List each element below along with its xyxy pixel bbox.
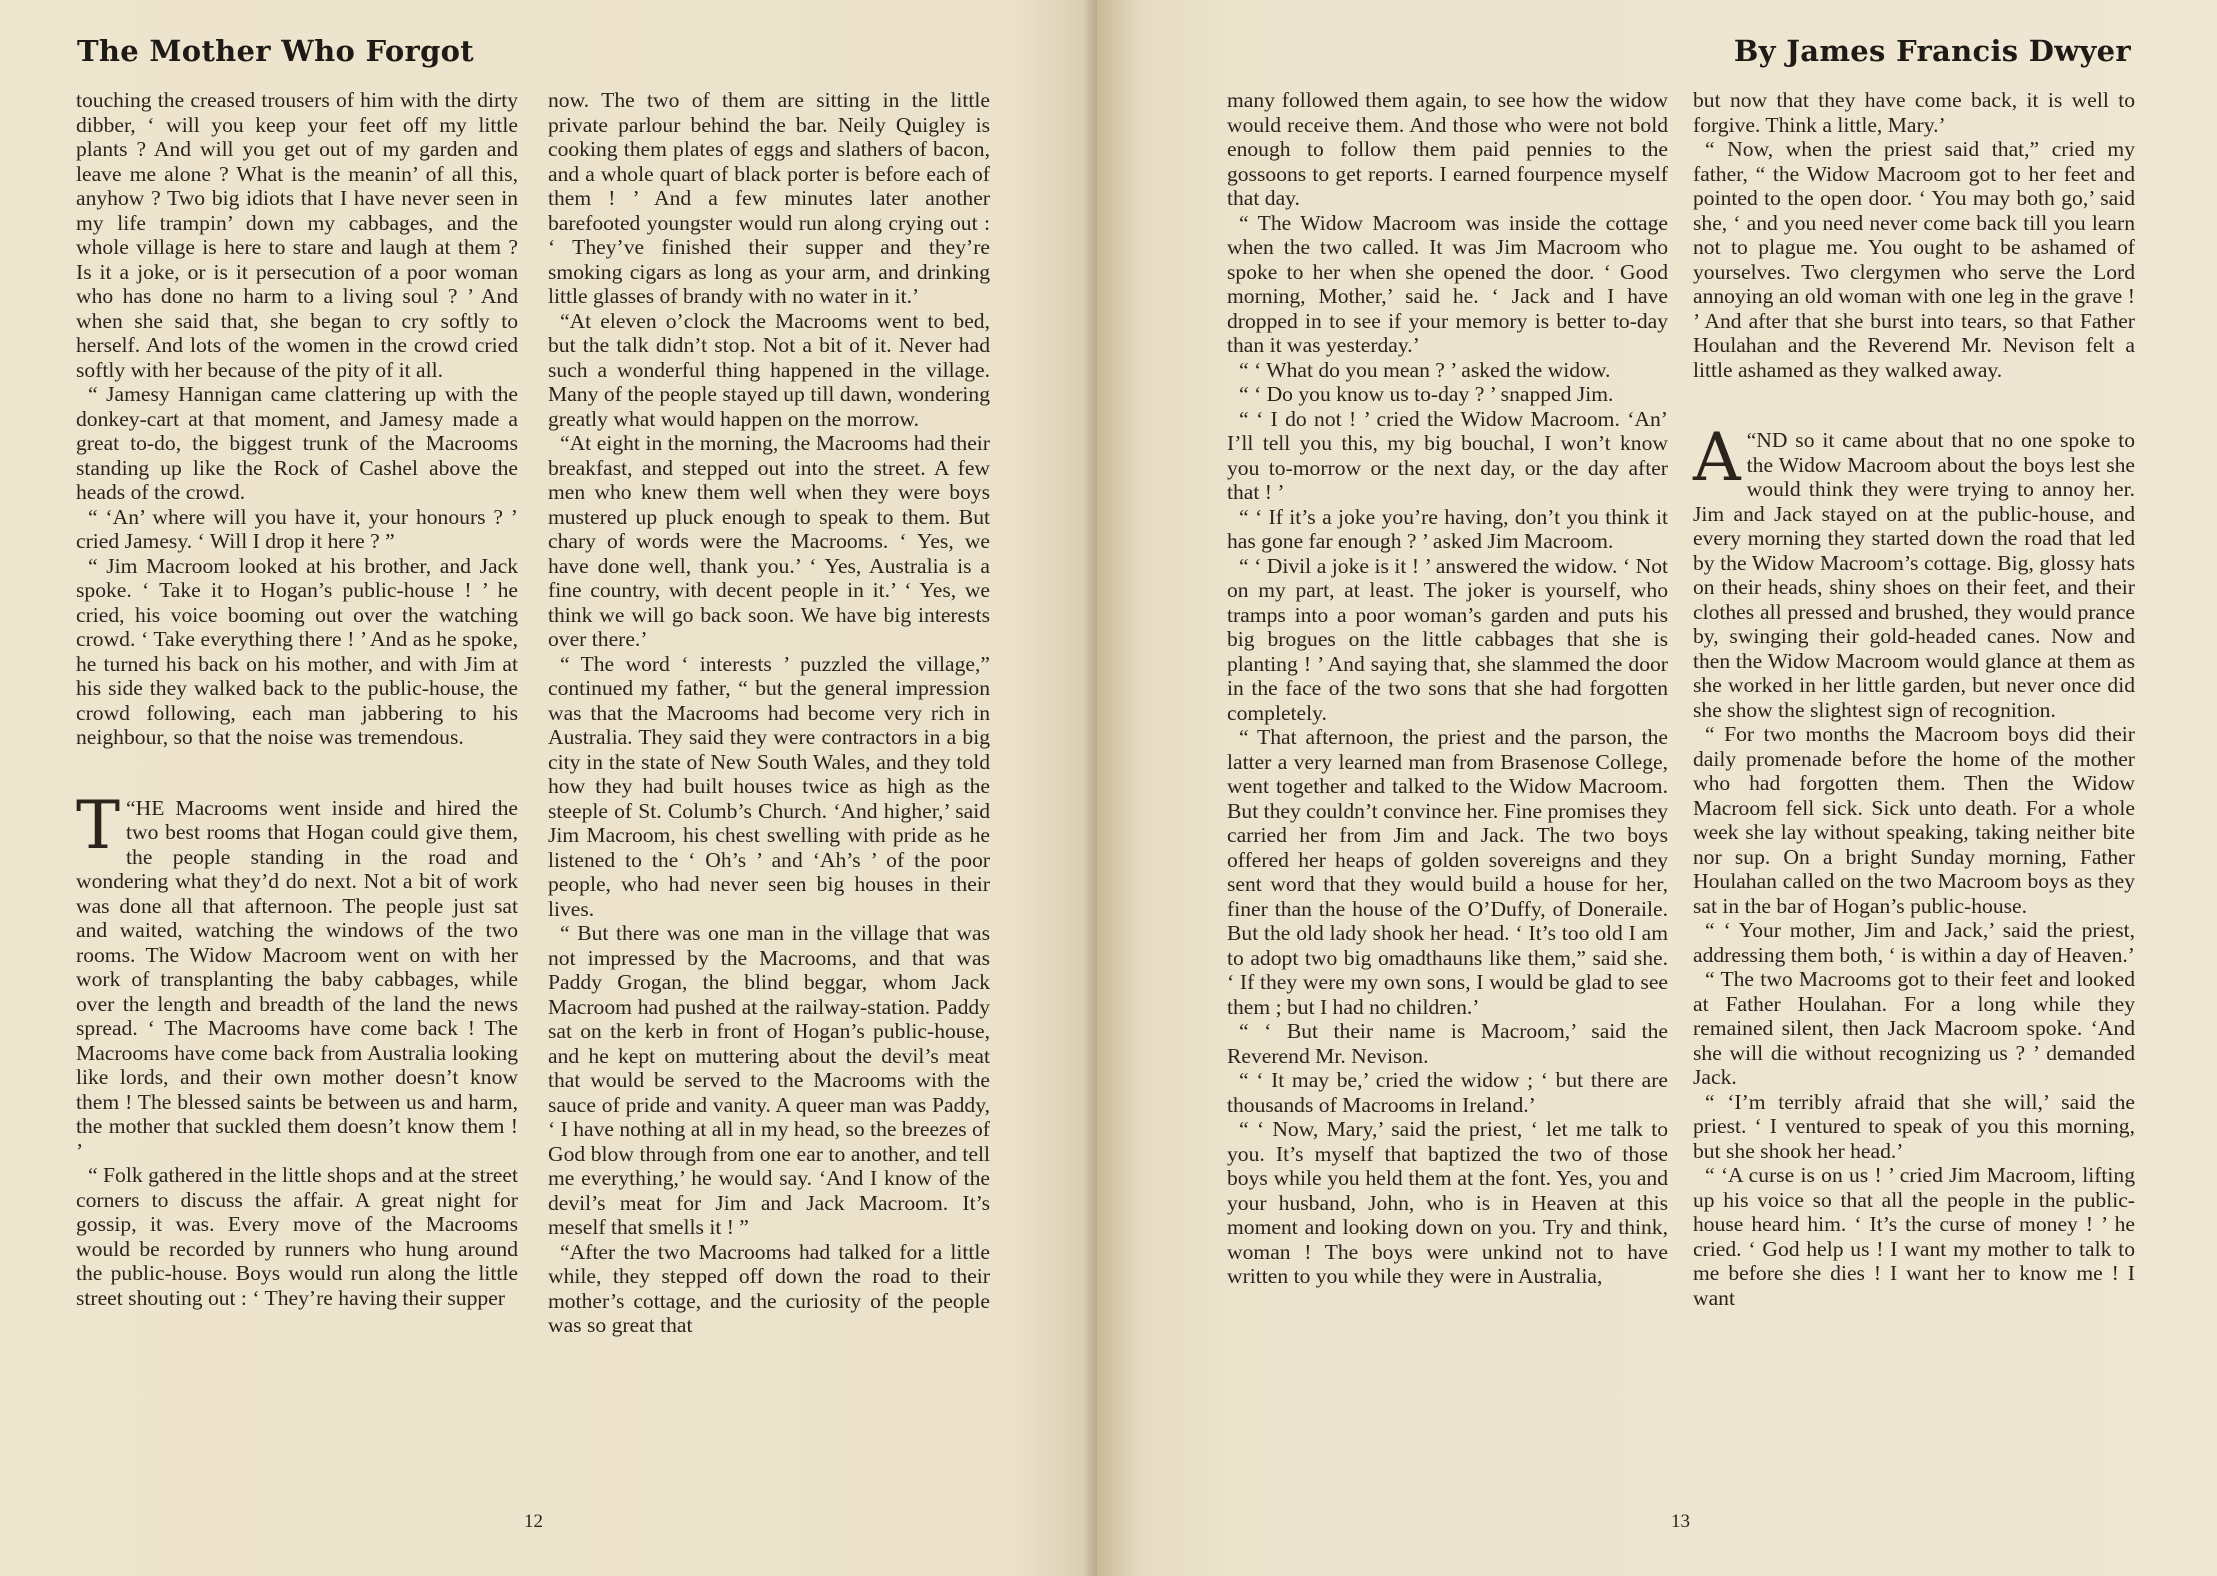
paragraph: “ Jamesy Hannigan came clattering up with the donkey-cart at that moment, and Jamesy made a great to-do, the biggest trunk of the Macrooms standing up like the Rock of Cashel above the heads of the crowd. bbox=[76, 382, 518, 504]
paragraph: “ ‘ But their name is Macroom,’ said the Reverend Mr. Nevison. bbox=[1227, 1019, 1668, 1068]
paragraph: “ Folk gathered in the little shops and at the street corners to discuss the affair. A great night for gossip, it was. Every move of the Macrooms would be recorded by runners who hung around the public-house. Boys would run along the little street shouting out : ‘ They’re having their supper bbox=[76, 1163, 518, 1310]
section-break bbox=[76, 750, 518, 796]
section-text: ND so it came about that no one spoke to the Widow Macroom about the boys lest she would think they were trying to annoy her. Jim and Jack stayed on at the public-house, and every morning they started down the road that led by the Widow Macroom’s cottage. Big, glossy hats on their heads, shiny shoes on their feet, and their clothes all pressed and brushed, they would prance by, swinging their gold-headed canes. Now and then the Widow Macroom would glance at them as she worked in her little garden, but never once did she show the slightest sign of recognition. bbox=[1693, 428, 2135, 722]
paragraph: now. The two of them are sitting in the little private parlour behind the bar. Neily Quigley is cooking them plates of eggs and slathers of bacon, and a whole quart of black porter is before each of them ! ’ And a few minutes later another barefooted youngster would run along crying out : ‘ They’ve finished their supper and they’re smoking cigars as long as your arm, and drinking little glasses of brandy with no water in it.’ bbox=[548, 88, 990, 308]
paragraph: “ ‘ I do not ! ’ cried the Widow Macroom. ‘An’ I’ll tell you this, my big bouchal, I won’t know you to-morrow or the next day, or the day after that ! ’ bbox=[1227, 406, 1668, 504]
page-number-left: 12 bbox=[524, 1511, 543, 1532]
paragraph: “ ‘A curse is on us ! ’ cried Jim Macroom, lifting up his voice so that all the people in the public-house heard him. ‘ It’s the curse of money ! ’ he cried. ‘ God help us ! I want my mother to talk to me before she dies ! I want her to know me ! I want bbox=[1693, 1163, 2135, 1310]
author-byline: By James Francis Dwyer bbox=[1733, 34, 2131, 68]
paragraph: “ ‘An’ where will you have it, your honours ? ’ cried Jamesy. ‘ Will I drop it here ? ” bbox=[76, 504, 518, 553]
drop-cap: A bbox=[1693, 419, 1741, 496]
opening-quote: “ bbox=[1746, 428, 1757, 452]
section-text: HE Macrooms went inside and hired the two best rooms that Hogan could give them, the people standing in the road and wondering what they’d do next. Not a bit of work was done all that afternoon. The people just sat and waited, watching the windows of the two rooms. The Widow Macroom went on with her work of transplanting the baby cabbages, while over the length and breadth of the land the news spread. ‘ The Macrooms have come back ! The Macrooms have come back from Australia looking like lords, and their own mother doesn’t know them ! The blessed saints be between us and harm, the mother that suckled them doesn’t know them ! ’ bbox=[76, 795, 518, 1163]
paragraph: “ ‘ It may be,’ cried the widow ; ‘ but there are thousands of Macrooms in Ireland.’ bbox=[1227, 1068, 1668, 1117]
paragraph: “ ‘ Divil a joke is it ! ’ answered the widow. ‘ Not on my part, at least. The joker is yourself, who tramps into a poor woman’s garden and puts his big brogues on the little cabbages that she is planting ! ’ And saying that, she slammed the door in the face of the two sons that she had forgotten completely. bbox=[1227, 553, 1668, 725]
paragraph: “ Jim Macroom looked at his brother, and Jack spoke. ‘ Take it to Hogan’s public-house ! ’ he cried, his voice booming out over the watching crowd. ‘ Take everything there ! ’ And as he spoke, he turned his back on his mother, and with Jim at his side they walked back to the public-house, the crowd following, each man jabbering to his neighbour, so that the noise was tremendous. bbox=[76, 553, 518, 749]
paragraph: “ ‘I’m terribly afraid that she will,’ said the priest. ‘ I ventured to speak of you this morning, but she shook her head.’ bbox=[1693, 1089, 2135, 1163]
paragraph: “ But there was one man in the village that was not impressed by the Macrooms, and that was Paddy Grogan, the blind beggar, whom Jack Macroom had pushed at the railway-station. Paddy sat on the kerb in front of Hogan’s public-house, and he kept on muttering about the devil’s meat that would be served to the Macrooms with the sauce of pride and vanity. A queer man was Paddy, ‘ I have nothing at all in my head, so the breezes of God blow through from one ear to another, and tell me everything,’ he would say. ‘And I know of the devil’s meat for Jim and Jack Macroom. It’s meself that smells it ! ” bbox=[548, 921, 990, 1239]
paragraph: “ That afternoon, the priest and the parson, the latter a very learned man from Brasenose College, went together and talked to the Widow Macroom. But they couldn’t convince her. Fine promises they carried her from Jim and Jack. The two boys offered her heaps of golden sovereigns and they sent word that they would build a house for her, finer than the house of the O’Duffy, of Doneraile. But the old lady shook her head. ‘ It’s too old I am to adopt two big omadthauns like them,” said she. ‘ If they were my own sons, I would be glad to see them ; but I had no children.’ bbox=[1227, 725, 1668, 1019]
section-opening-paragraph bbox=[1693, 419, 2135, 722]
paragraph: “ ‘ Now, Mary,’ said the priest, ‘ let me talk to you. It’s myself that baptized the two of those boys while you held them at the font. Yes, you and your husband, John, who is in Heaven at this moment and looking down on you. Try and think, woman ! The boys were unkind not to have written to you while they were in Australia, bbox=[1227, 1117, 1668, 1288]
column-1 bbox=[76, 88, 518, 1310]
column-3 bbox=[1227, 88, 1668, 1289]
paragraph: “ ‘ If it’s a joke you’re having, don’t you think it has gone far enough ? ’ asked Jim Macroom. bbox=[1227, 504, 1668, 553]
section-opening-paragraph bbox=[76, 786, 518, 1164]
drop-cap: T bbox=[76, 786, 121, 864]
opening-quote: “ bbox=[126, 795, 136, 820]
paragraph: touching the creased trousers of him with the dirty dibber, ‘ will you keep your feet off my little plants ? And will you get out of my garden and leave me alone ? What is the meanin’ of all this, anyhow ? Two big idiots that I have never seen in my life trampin’ down my cabbages, and the whole village is here to stare and laugh at them ? Is it a joke, or is it persecution of a poor woman who has done no harm to a living soul ? ’ And when she said that, she began to cry softly to herself. And lots of the women in the crowd cried softly with her because of the pity of it all. bbox=[76, 88, 518, 382]
column-2 bbox=[548, 88, 990, 1338]
column-4 bbox=[1693, 88, 2135, 1310]
paragraph: but now that they have come back, it is well to forgive. Think a little, Mary.’ bbox=[1693, 88, 2135, 137]
paragraph: “ Now, when the priest said that,” cried my father, “ the Widow Macroom got to her feet and pointed to the open door. ‘ You may both go,’ said she, ‘ and you need never come back till you learn not to plague me. You ought to be ashamed of yourselves. Two clergymen who serve the Lord annoying an old woman with one leg in the grave ! ’ And after that she burst into tears, so that Father Houlahan and the Reverend Mr. Nevison felt a little ashamed as they walked away. bbox=[1693, 137, 2135, 382]
paragraph: “ ‘ Do you know us to-day ? ’ snapped Jim. bbox=[1239, 382, 1614, 406]
page-number-right: 13 bbox=[1671, 1511, 1690, 1532]
paragraph: “ ‘ What do you mean ? ’ asked the widow. bbox=[1239, 357, 1611, 382]
section-break bbox=[1693, 382, 2135, 428]
paragraph: “ The Widow Macroom was inside the cottage when the two called. It was Jim Macroom who spoke to her when she opened the door. ‘ Good morning, Mother,’ said he. ‘ Jack and I have dropped in to see if your memory is better to-day than it was yesterday.’ bbox=[1227, 210, 1668, 357]
paragraph: “At eight in the morning, the Macrooms had their breakfast, and stepped out into the street. A few men who knew them well when they were boys mustered up pluck enough to speak to them. But chary of words were the Macrooms. ‘ Yes, we have done well, thank you.’ ‘ Yes, Australia is a fine country, with decent people in it.’ ‘ Yes, we think we will go back soon. We have big interests over there.’ bbox=[548, 431, 990, 651]
paragraph: “ The two Macrooms got to their feet and looked at Father Houlahan. For a long while they remained silent, then Jack Macroom spoke. ‘And she will die without recognizing us ? ’ demanded Jack. bbox=[1693, 967, 2135, 1089]
paragraph: “ The word ‘ interests ’ puzzled the village,” continued my father, “ but the general impression was that the Macrooms had become very rich in Australia. They said they were contractors in a big city in the state of New South Wales, and they told how they had built houses twice as high as the steeple of St. Columb’s Church. ‘And higher,’ said Jim Macroom, his chest swelling with pride as he listened to the ‘ Oh’s ’ and ‘Ah’s ’ of the poor people, who had never seen big houses in their lives. bbox=[548, 651, 990, 921]
paragraph: “ ‘ Your mother, Jim and Jack,’ said the priest, addressing them both, ‘ is within a day of Heaven.’ bbox=[1693, 918, 2135, 967]
paragraph: “At eleven o’clock the Macrooms went to bed, but the talk didn’t stop. Not a bit of it. Never had such a wonderful thing happened in the village. Many of the people stayed up till dawn, wondering greatly what would happen on the morrow. bbox=[548, 308, 990, 431]
paragraph: “After the two Macrooms had talked for a little while, they stepped off down the road to their mother’s cottage, and the curiosity of the people was so great that bbox=[548, 1239, 990, 1337]
left-page bbox=[0, 0, 1097, 1576]
paragraph: many followed them again, to see how the widow would receive them. And those who were not bold enough to follow them paid pennies to the gossoons to get reports. I earned fourpence myself that day. bbox=[1227, 88, 1668, 210]
story-title: The Mother Who Forgot bbox=[77, 34, 474, 68]
paragraph: “ For two months the Macroom boys did their daily promenade before the home of the mother who had forgotten them. Then the Widow Macroom fell sick. Sick unto death. For a whole week she lay without speaking, taking neither bite nor sup. On a bright Sunday morning, Father Houlahan called on the two Macroom boys as they sat in the bar of Hogan’s public-house. bbox=[1693, 722, 2135, 918]
